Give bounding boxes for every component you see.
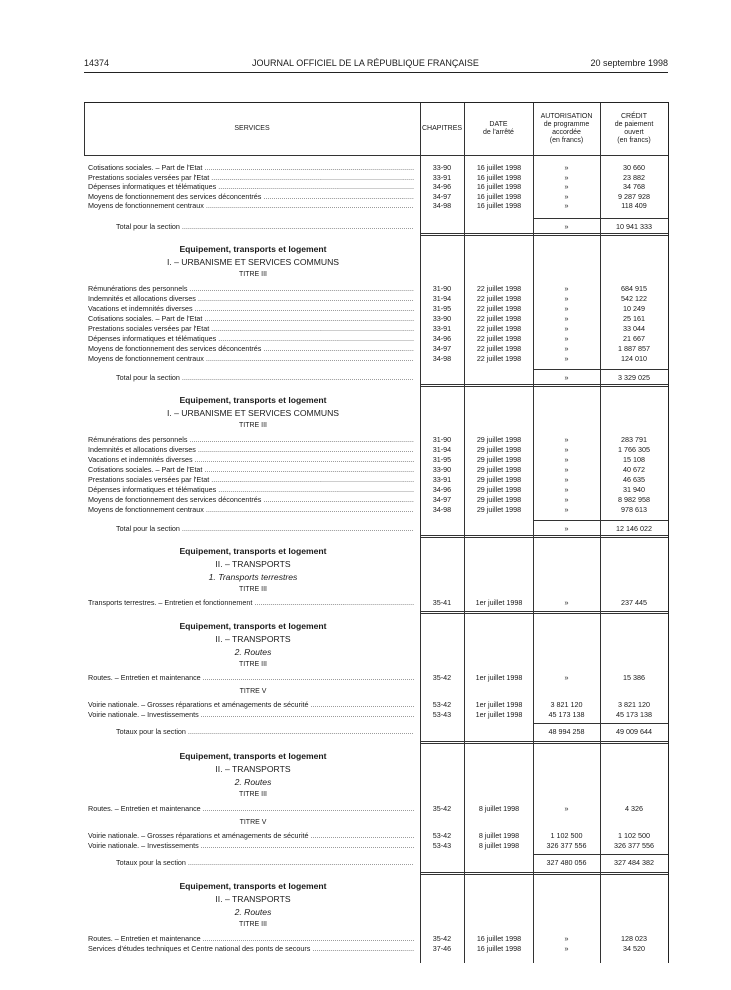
credit-cell: 8 982 958 [618,495,650,504]
section-total-row [84,858,668,868]
table-row [84,465,668,475]
titre-heading: TITRE III [239,422,267,429]
service-label: Vacations et indemnités diverses ..... [88,304,414,314]
credit-cell: 25 161 [623,314,645,323]
credit-cell: 118 409 [621,201,647,211]
credit-cell: 15 386 [623,673,645,682]
section-heading: II. – TRANSPORTS [215,894,291,904]
autorisation-cell: » [564,324,569,333]
table-row [84,944,668,954]
column-header-chapitres: CHAPITRES [421,125,463,132]
date-cell: 22 juillet 1998 [476,324,522,333]
chapter-cell: 53-42 [432,831,452,840]
autorisation-cell: 3 821 120 [550,700,583,709]
credit-cell: 3 329 025 [618,373,650,382]
chapter-cell: 33-91 [432,475,452,484]
titre-heading: TITRE V [239,819,267,826]
section-heading: I. – URBANISME ET SERVICES COMMUNS [166,257,340,267]
service-label: Dépenses informatiques et télématiques ..... [88,182,414,192]
table-row [84,495,668,505]
autorisation-cell: » [564,294,569,303]
autorisation-cell: » [564,222,569,231]
credit-cell: 1 766 305 [618,445,650,454]
chapter-cell: 31-94 [432,445,452,454]
service-label: Voirie nationale. – Investissements ..... [88,710,414,720]
column-header-autorisation: AUTORISATION de programme accordée (en francs) [540,113,593,144]
service-label: Dépenses informatiques et télématiques ..... [88,334,414,344]
table-row [84,804,668,814]
date-cell: 29 juillet 1998 [476,465,522,474]
section-heading: II. – TRANSPORTS [215,559,291,569]
chapter-cell: 34-97 [432,344,452,353]
service-label: Voirie nationale. – Grosses réparations et aménagements de sécurité ..... [88,831,414,841]
table-row [84,344,668,354]
credit-cell: 3 821 120 [618,700,650,709]
autorisation-cell: » [564,284,569,293]
autorisation-cell: » [564,944,569,953]
block-separator [420,233,668,236]
credit-cell: 1 887 857 [618,344,650,353]
credit-cell: 283 791 [621,435,647,444]
table-row [84,192,668,202]
service-label: Cotisations sociales. – Part de l'Etat ..... [88,163,414,173]
service-label: Moyens de fonctionnement des services déconcentrés ..... [88,495,414,505]
service-label: Voirie nationale. – Grosses réparations et aménagements de sécurité ..... [88,700,414,710]
chapter-cell: 35-42 [432,804,452,813]
autorisation-cell: » [564,804,569,813]
date-cell: 1er juillet 1998 [475,710,523,719]
credit-cell: 10 941 333 [616,222,652,231]
table-row [84,710,668,720]
sum-rule [534,218,668,219]
table-row [84,700,668,710]
credit-cell: 34 768 [623,182,645,192]
credit-cell: 124 010 [621,354,647,363]
titre-heading: TITRE III [239,921,267,928]
table-row [84,354,668,364]
block-separator [420,611,668,614]
chapter-cell: 53-43 [432,841,452,850]
table-row [84,505,668,515]
chapter-cell: 33-91 [432,324,452,333]
autorisation-cell: » [564,163,569,172]
credit-cell: 21 667 [623,334,645,343]
chapter-cell: 34-96 [432,485,452,494]
table-row [84,314,668,324]
credit-cell: 40 672 [623,465,645,474]
date-cell: 29 juillet 1998 [476,505,522,514]
autorisation-cell: » [564,934,569,943]
service-label: Rémunérations des personnels ..... [88,284,414,294]
date-cell: 1er juillet 1998 [475,598,523,607]
service-label: Vacations et indemnités diverses ..... [88,455,414,465]
block-separator [420,384,668,387]
date-cell: 29 juillet 1998 [476,435,522,444]
column-header-credit: CRÉDIT de paiement ouvert (en francs) [614,113,654,144]
service-label: Routes. – Entretien et maintenance ..... [88,934,414,944]
subsection-heading: 2. Routes [234,907,272,917]
chapter-cell: 31-90 [432,284,452,293]
ministry-heading: Equipement, transports et logement [179,751,327,761]
titre-heading: TITRE V [239,688,267,695]
table-row [84,182,668,192]
date-cell: 22 juillet 1998 [476,314,522,323]
table-row [84,673,668,683]
autorisation-cell: » [564,354,569,363]
date-cell: 16 juillet 1998 [476,944,522,953]
header-rule [84,72,668,73]
autorisation-cell: » [564,524,569,533]
autorisation-cell: » [564,505,569,514]
chapter-cell: 35-41 [432,598,452,607]
credits-table [84,102,669,963]
credit-cell: 237 445 [621,598,647,607]
ministry-heading: Equipement, transports et logement [179,621,327,631]
credit-cell: 327 484 382 [614,858,654,867]
section-total-row [84,373,668,383]
credit-cell: 23 882 [623,172,645,182]
total-label: Total pour la section ..... [116,373,414,383]
credit-cell: 10 249 [623,304,645,313]
column-header-services: SERVICES [234,125,270,132]
section-heading: I. – URBANISME ET SERVICES COMMUNS [166,408,340,418]
credit-cell: 34 520 [623,944,645,953]
service-label: Services d'études techniques et Centre national des ponts de secours ..... [88,944,414,954]
date-cell: 8 juillet 1998 [478,804,520,813]
total-label: Totaux pour la section ..... [116,858,414,868]
table-row [84,294,668,304]
service-label: Cotisations sociales. – Part de l'Etat ..... [88,465,414,475]
chapter-cell: 34-97 [432,191,452,201]
titre-heading: TITRE III [239,271,267,278]
service-label: Indemnités et allocations diverses ..... [88,445,414,455]
date-cell: 22 juillet 1998 [476,344,522,353]
table-row [84,304,668,314]
service-label: Moyens de fonctionnement des services déconcentrés ..... [88,192,414,202]
chapter-cell: 31-95 [432,304,452,313]
table-row [84,324,668,334]
table-row [84,334,668,344]
chapter-cell: 34-96 [432,334,452,343]
sum-rule [534,369,668,370]
date-cell: 16 juillet 1998 [476,201,522,211]
autorisation-cell: » [564,314,569,323]
credit-cell: 326 377 556 [614,841,654,850]
service-label: Routes. – Entretien et maintenance ..... [88,673,414,683]
ministry-heading: Equipement, transports et logement [179,881,327,891]
total-label: Totaux pour la section ..... [116,727,414,737]
journal-title: JOURNAL OFFICIEL DE LA RÉPUBLIQUE FRANÇAISE [252,58,479,68]
table-row [84,284,668,294]
autorisation-cell: » [564,182,569,192]
table-row [84,831,668,841]
section-total-row [84,524,668,534]
date-cell: 29 juillet 1998 [476,485,522,494]
service-label: Routes. – Entretien et maintenance ..... [88,804,414,814]
ministry-heading: Equipement, transports et logement [179,244,327,254]
chapter-cell: 37-46 [432,944,452,953]
date-cell: 16 juillet 1998 [476,172,522,182]
date-cell: 16 juillet 1998 [476,934,522,943]
block-separator [420,535,668,538]
autorisation-cell: » [564,455,569,464]
table-row [84,485,668,495]
credit-cell: 30 660 [623,163,645,172]
credit-cell: 128 023 [621,934,647,943]
autorisation-cell: 48 994 258 [548,727,585,736]
publication-date: 20 septembre 1998 [590,58,668,68]
table-row [84,934,668,944]
service-label: Prestations sociales versées par l'Etat ..... [88,475,414,485]
autorisation-cell: » [564,373,569,382]
autorisation-cell: » [564,172,569,182]
chapter-cell: 31-90 [432,435,452,444]
autorisation-cell: » [564,485,569,494]
date-cell: 16 juillet 1998 [476,191,522,201]
credit-cell: 684 915 [621,284,647,293]
credit-cell: 12 146 022 [616,524,652,533]
service-label: Moyens de fonctionnement centraux ..... [88,201,414,211]
service-label: Moyens de fonctionnement des services déconcentrés ..... [88,344,414,354]
page-number: 14374 [84,58,110,68]
date-cell: 29 juillet 1998 [476,475,522,484]
subsection-heading: 2. Routes [234,647,272,657]
autorisation-cell: » [564,465,569,474]
credit-cell: 542 122 [621,294,647,303]
date-cell: 22 juillet 1998 [476,294,522,303]
chapter-cell: 34-96 [432,182,452,192]
autorisation-cell: » [564,435,569,444]
chapter-cell: 33-90 [432,163,452,172]
chapter-cell: 34-98 [432,505,452,514]
table-row [84,841,668,851]
chapter-cell: 31-95 [432,455,452,464]
service-label: Indemnités et allocations diverses ..... [88,294,414,304]
table-row [84,201,668,211]
credit-cell: 1 102 500 [618,831,650,840]
chapter-cell: 33-90 [432,314,452,323]
date-cell: 8 juillet 1998 [478,831,520,840]
sum-rule [534,854,668,855]
autorisation-cell: » [564,191,569,201]
autorisation-cell: » [564,673,569,682]
titre-heading: TITRE III [239,661,267,668]
credit-cell: 31 940 [623,485,645,494]
header-rule [84,155,668,156]
service-label: Prestations sociales versées par l'Etat ..... [88,173,414,183]
chapter-cell: 34-98 [432,201,452,211]
date-cell: 29 juillet 1998 [476,495,522,504]
service-label: Transports terrestres. – Entretien et fonctionnement ..... [88,598,414,608]
chapter-cell: 34-97 [432,495,452,504]
service-label: Moyens de fonctionnement centraux ..... [88,354,414,364]
date-cell: 16 juillet 1998 [476,163,522,172]
table-row [84,173,668,183]
subsection-heading: 1. Transports terrestres [208,572,298,582]
sum-rule [534,723,668,724]
date-cell: 1er juillet 1998 [475,673,523,682]
chapter-cell: 53-43 [432,710,452,719]
block-separator [420,741,668,744]
autorisation-cell: 327 480 056 [546,858,587,867]
credit-cell: 33 044 [623,324,645,333]
date-cell: 22 juillet 1998 [476,304,522,313]
credit-cell: 9 287 928 [618,191,650,201]
credit-cell: 4 326 [625,804,643,813]
titre-heading: TITRE III [239,586,267,593]
date-cell: 16 juillet 1998 [476,182,522,192]
table-row [84,455,668,465]
sum-rule [534,520,668,521]
section-heading: II. – TRANSPORTS [215,634,291,644]
credit-cell: 15 108 [623,455,645,464]
autorisation-cell: » [564,304,569,313]
chapter-cell: 33-91 [432,172,452,182]
total-label: Total pour la section ..... [116,524,414,534]
table-row [84,163,668,173]
autorisation-cell: » [564,344,569,353]
service-label: Dépenses informatiques et télématiques ..... [88,485,414,495]
ministry-heading: Equipement, transports et logement [179,546,327,556]
service-label: Voirie nationale. – Investissements ..... [88,841,414,851]
chapter-cell: 33-90 [432,465,452,474]
section-heading: II. – TRANSPORTS [215,764,291,774]
service-label: Prestations sociales versées par l'Etat ..... [88,324,414,334]
section-total-row [84,222,668,232]
date-cell: 8 juillet 1998 [478,841,520,850]
chapter-cell: 34-98 [432,354,452,363]
autorisation-cell: » [564,495,569,504]
ministry-heading: Equipement, transports et logement [179,395,327,405]
autorisation-cell: 1 102 500 [550,831,583,840]
date-cell: 22 juillet 1998 [476,284,522,293]
total-label: Total pour la section ..... [116,222,414,232]
section-total-row [84,727,668,737]
autorisation-cell: » [564,598,569,607]
chapter-cell: 35-42 [432,673,452,682]
table-row [84,475,668,485]
credit-cell: 49 009 644 [616,727,652,736]
block-separator [420,872,668,875]
subsection-heading: 2. Routes [234,777,272,787]
table-row [84,598,668,608]
service-label: Moyens de fonctionnement centraux ..... [88,505,414,515]
service-label: Rémunérations des personnels ..... [88,435,414,445]
column-header-date: DATE de l'arrêté [483,121,514,136]
autorisation-cell: » [564,475,569,484]
autorisation-cell: 45 173 138 [548,710,585,719]
autorisation-cell: » [564,445,569,454]
credit-cell: 45 173 138 [616,710,652,719]
date-cell: 29 juillet 1998 [476,455,522,464]
chapter-cell: 35-42 [432,934,452,943]
autorisation-cell: » [564,334,569,343]
autorisation-cell: 326 377 556 [546,841,587,850]
date-cell: 1er juillet 1998 [475,700,523,709]
titre-heading: TITRE III [239,791,267,798]
chapter-cell: 53-42 [432,700,452,709]
autorisation-cell: » [564,201,569,211]
service-label: Cotisations sociales. – Part de l'Etat ..... [88,314,414,324]
table-row [84,435,668,445]
credit-cell: 46 635 [623,475,645,484]
date-cell: 22 juillet 1998 [476,354,522,363]
table-row [84,445,668,455]
date-cell: 22 juillet 1998 [476,334,522,343]
date-cell: 29 juillet 1998 [476,445,522,454]
chapter-cell: 31-94 [432,294,452,303]
credit-cell: 978 613 [621,505,647,514]
